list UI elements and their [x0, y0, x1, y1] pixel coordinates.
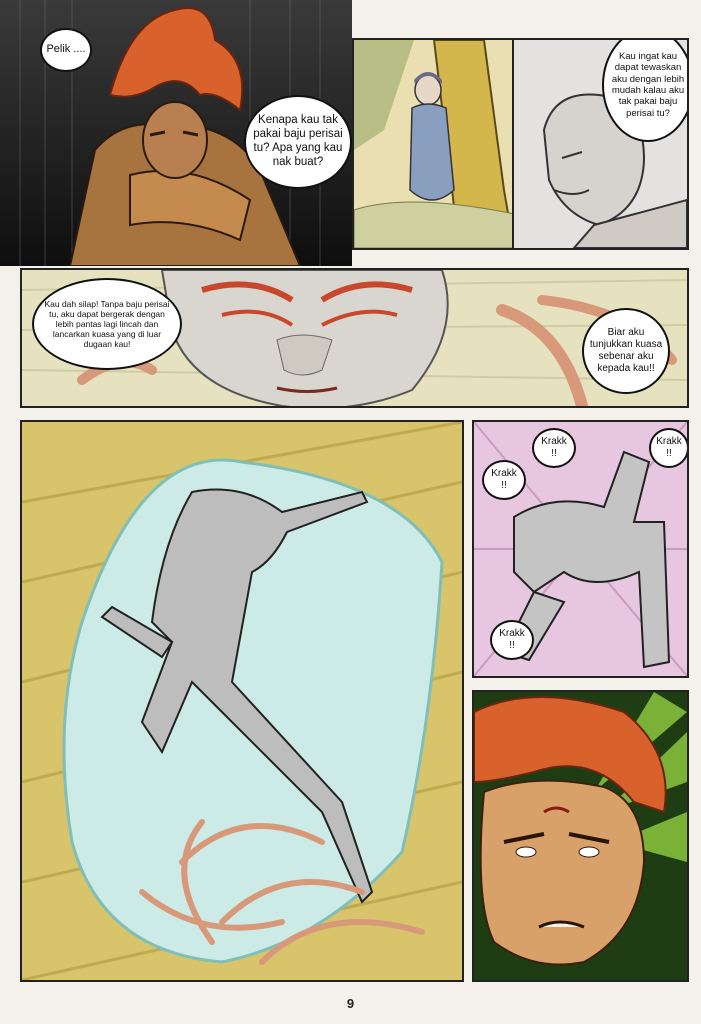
sfx-krakk-2: [482, 460, 526, 500]
speech-bubble-biar-aku: [582, 308, 670, 394]
speech-text: Pelik ....: [46, 43, 86, 56]
speech-bubble-kenapa: [244, 95, 352, 189]
sfx-text: Krakk !!: [491, 468, 517, 491]
speech-text: Biar aku tunjukkan kuasa sebenar aku kepada kau!!: [589, 327, 663, 374]
panel-7-art: [474, 692, 687, 980]
sfx-krakk-1: [532, 428, 576, 468]
page-number: 9: [346, 996, 355, 1011]
speech-text: Kau dah silap! Tanpa baju perisai tu, aku dapat bergerak dengan lebih pantas lagi lincah dan lancarkan kuasa yang di luar dugaan kau!: [44, 298, 170, 350]
panel-3: [512, 38, 689, 250]
panel-4: [20, 268, 689, 408]
sfx-text: Krakk !!: [541, 436, 567, 459]
speech-bubble-kau-dah-silap: [32, 278, 182, 370]
sfx-krakk-3: [490, 620, 534, 660]
panel-6: [472, 420, 689, 678]
speech-bubble-pelik: [40, 28, 92, 72]
sfx-text: Krakk !!: [499, 628, 525, 651]
sfx-krakk-4: [649, 428, 689, 468]
panel-5: [20, 420, 464, 982]
panel-5-art: [22, 422, 462, 980]
panel-1: [0, 0, 352, 266]
panel-7: [472, 690, 689, 982]
sfx-text: Krakk !!: [656, 436, 682, 459]
speech-text: Kau ingat kau dapat tewaskan aku dengan lebih mudah kalau aku tak pakai baju perisai tu?: [611, 50, 685, 119]
speech-text: Kenapa kau tak pakai baju perisai tu? Apa yang kau nak buat?: [253, 114, 343, 168]
